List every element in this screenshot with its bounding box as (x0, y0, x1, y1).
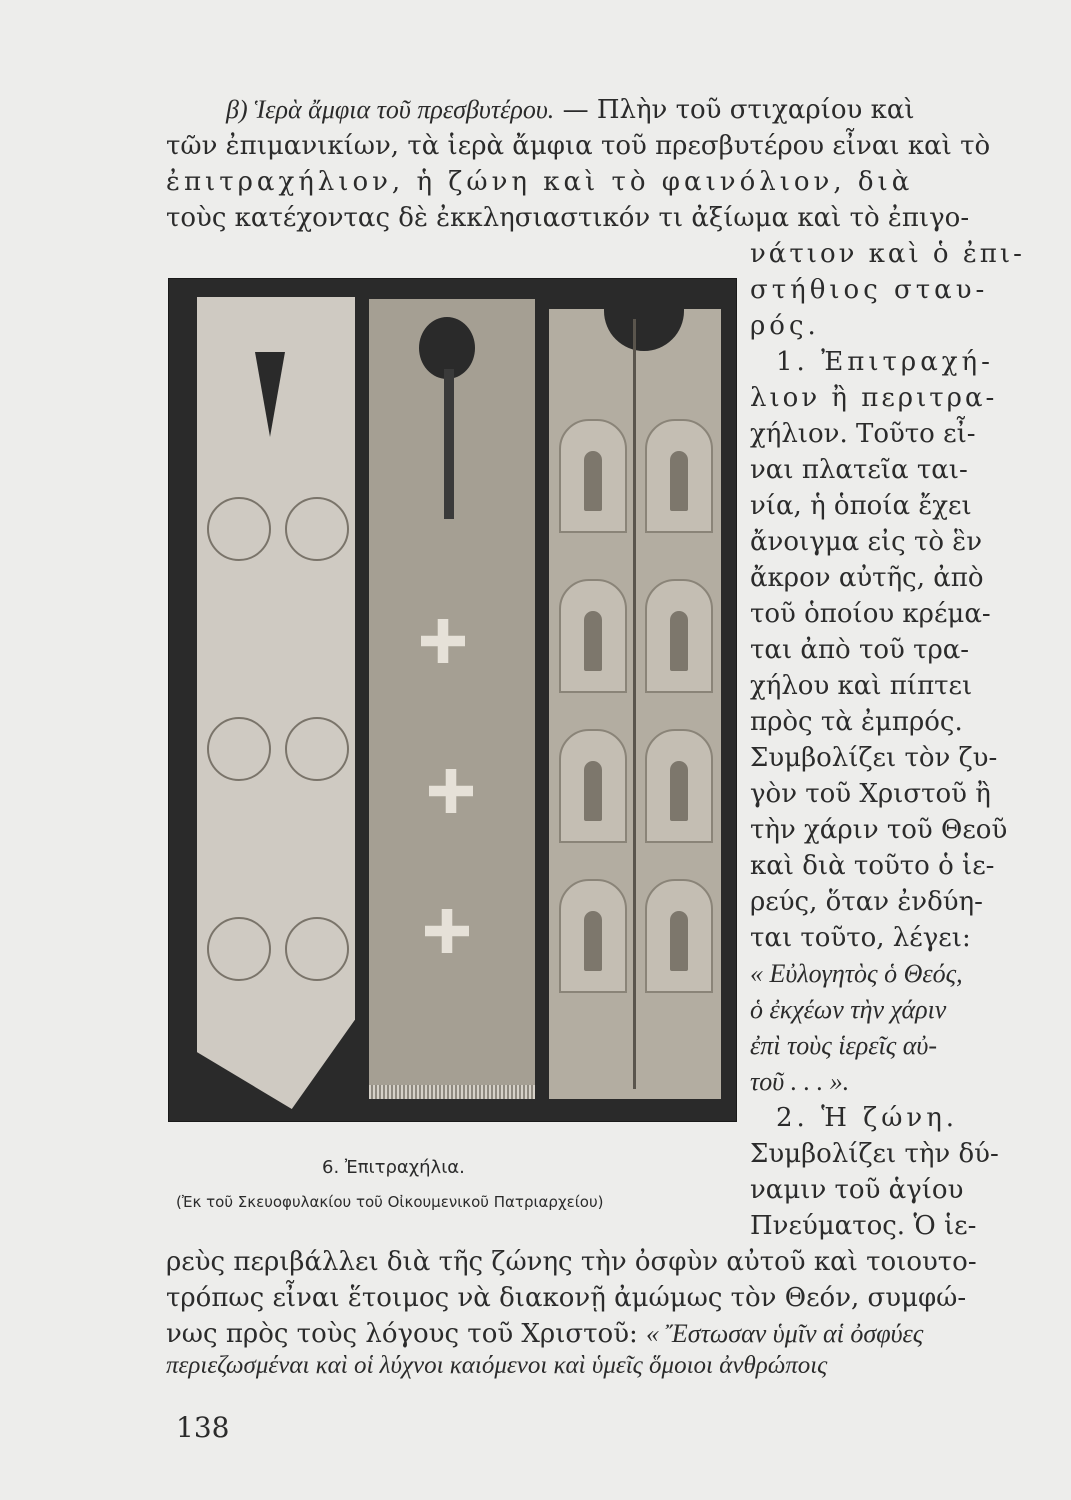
body-line: ἄνοιγμα εἰς τὸ ἓν (750, 527, 983, 557)
body-line: χήλου καὶ πίπτει (750, 671, 973, 701)
body-line: χήλιον. Τοῦτο εἶ- (750, 419, 976, 449)
cross-ornament (425, 909, 469, 953)
body-line: Πνεύματος. Ὁ ἱε- (750, 1211, 977, 1241)
body-line-text: νως πρὸς τοὺς λόγους τοῦ Χριστοῦ: (166, 1319, 638, 1349)
ornament-medallion (285, 717, 349, 781)
section-heading-line (226, 94, 915, 126)
body-line: ἄκρον αὐτῆς, ἀπὸ (750, 563, 984, 593)
body-line: τρόπως εἶναι ἕτοιμος νὰ διακονῇ ἀμώμως τὸν Θεόν, συμφώ- (166, 1283, 967, 1313)
body-line: ται ἀπὸ τοῦ τρα- (750, 635, 970, 665)
ornament-medallion (207, 917, 271, 981)
saint-panel (645, 729, 713, 843)
stole-right (549, 309, 721, 1099)
body-line: τῶν ἐπιμανικίων, τὰ ἱερὰ ἄμφια τοῦ πρεσβυτέρου εἶναι καὶ τὸ (166, 131, 991, 161)
body-line: τοὺς κατέχοντας δὲ ἐκκλησιαστικόν τι ἀξίωμα καὶ τὸ ἐπιγο- (166, 203, 970, 233)
stole-left (197, 297, 355, 1109)
saint-panel (645, 579, 713, 693)
stole-neck-opening (604, 309, 684, 351)
body-line: ἐπιτραχήλιον, ἡ ζώνη καὶ τὸ φαινόλιον, διὰ (166, 167, 914, 197)
body-line: νία, ἡ ὁποία ἔχει (750, 491, 972, 521)
figure-caption-title: 6. Ἐπιτραχήλια. (322, 1157, 465, 1178)
quote-line: « Εὐλογητὸς ὁ Θεός, (750, 959, 963, 988)
quote-line: τοῦ . . . ». (750, 1067, 850, 1096)
saint-panel (559, 879, 627, 993)
section-heading-label: β) Ἱερὰ ἄμφια τοῦ πρεσβυτέρου. (226, 95, 555, 124)
saint-panel (559, 579, 627, 693)
quote-line: περιεζωσμέναι καὶ οἱ λύχνοι καιόμενοι καὶ ὑμεῖς ὅμοιοι ἀνθρώποις (166, 1352, 828, 1379)
body-line: πρὸς τὰ ἐμπρός. (750, 707, 963, 737)
stoles-photograph (168, 278, 737, 1122)
ornament-medallion (285, 497, 349, 561)
body-line: 1. Ἐπιτραχή- (776, 347, 994, 377)
quote-inline: « Ἔστωσαν ὑμῖν αἱ ὀσφύες (646, 1319, 924, 1348)
body-line: Συμβολίζει τὸν ζυ- (750, 743, 998, 773)
stole-fringe (369, 1085, 535, 1099)
page-number: 138 (176, 1411, 230, 1444)
body-line: στήθιος σταυ- (750, 275, 989, 305)
body-line: γὸν τοῦ Χριστοῦ ἢ (750, 779, 991, 809)
body-line: 2. Ἡ ζώνη. (776, 1103, 959, 1133)
body-line: τὴν χάριν τοῦ Θεοῦ (750, 815, 1008, 845)
saint-panel (645, 419, 713, 533)
body-line: ναι πλατεῖα ται- (750, 455, 968, 485)
saint-panel (559, 419, 627, 533)
stole-middle (369, 299, 535, 1099)
ornament-medallion (285, 917, 349, 981)
cross-ornament (429, 769, 473, 813)
stole-neck-opening (255, 352, 285, 437)
body-line: Συμβολίζει τὴν δύ- (750, 1139, 999, 1169)
saint-panel (559, 729, 627, 843)
quote-line: ὁ ἐκχέων τὴν χάριν (750, 995, 947, 1024)
body-line: ρός. (750, 311, 820, 341)
figure-caption-source: (Ἐκ τοῦ Σκευοφυλακίου τοῦ Οἰκουμενικοῦ Πατριαρχείου) (176, 1193, 604, 1211)
body-line: καὶ διὰ τοῦτο ὁ ἱε- (750, 851, 995, 881)
body-line: ρεύς, ὅταν ἐνδύη- (750, 887, 983, 917)
stole-seam (633, 319, 636, 1089)
body-line-with-quote (166, 1318, 923, 1350)
body-line: ναμιν τοῦ ἁγίου (750, 1175, 964, 1205)
stole-seam (444, 369, 454, 519)
section-heading-text: — Πλὴν τοῦ στιχαρίου καὶ (562, 95, 915, 125)
body-line: νάτιον καὶ ὁ ἐπι- (750, 239, 1025, 269)
quote-line: ἐπὶ τοὺς ἱερεῖς αὐ- (750, 1031, 937, 1060)
ornament-medallion (207, 717, 271, 781)
cross-ornament (421, 619, 465, 663)
saint-panel (645, 879, 713, 993)
body-line: ρεὺς περιβάλλει διὰ τῆς ζώνης τὴν ὀσφὺν αὐτοῦ καὶ τοιουτο- (166, 1247, 977, 1277)
body-line: τοῦ ὁποίου κρέμα- (750, 599, 991, 629)
body-line: ται τοῦτο, λέγει: (750, 923, 971, 953)
ornament-medallion (207, 497, 271, 561)
body-line: λιον ἢ περιτρα- (750, 383, 998, 413)
